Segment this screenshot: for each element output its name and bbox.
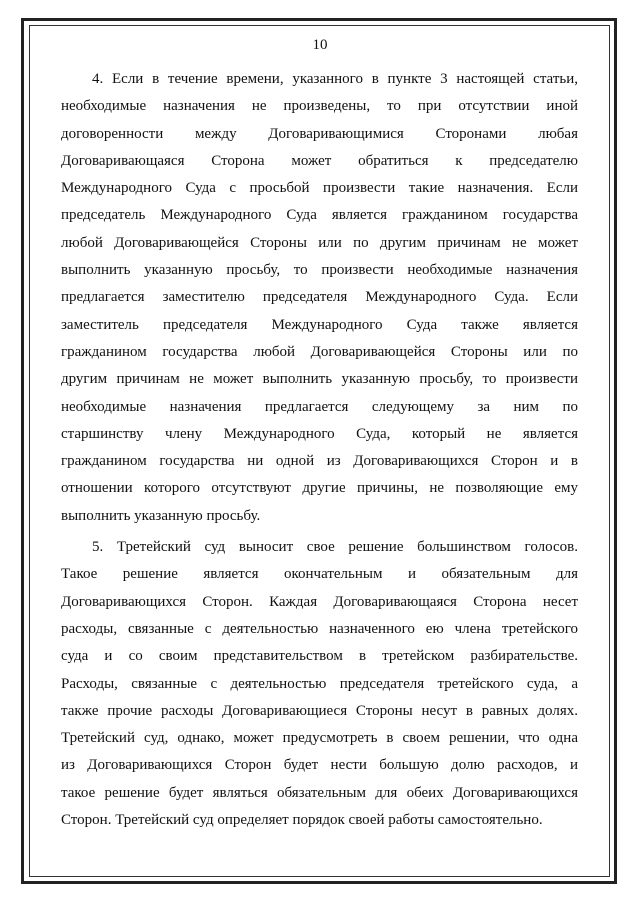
text-line: необходимые назначения не произведены, то при отсутствии иной — [61, 98, 578, 115]
text-line: выполнить указанную просьбу. — [61, 507, 261, 524]
text-line: 4. Если в течение времени, указанного в пункте 3 настоящей статьи, — [92, 71, 578, 87]
text-line: выполнить указанную просьбу, то произвести необходимые назначения — [61, 262, 578, 279]
paragraph-4 — [61, 66, 578, 530]
text-line: Расходы, связанные с деятельностью председателя третейского суда, а — [61, 675, 578, 692]
text-line: договоренности между Договаривающимися Сторонами любая — [61, 125, 578, 142]
text-line: старшинству члену Международного Суда, который не является — [61, 425, 578, 442]
text-line: необходимые назначения предлагается следующему за ним по — [61, 398, 578, 415]
text-line: расходы, связанные с деятельностью назначенного ею члена третейского — [61, 620, 578, 637]
text-line: Такое решение является окончательным и обязательным для — [61, 566, 578, 583]
document-body — [61, 66, 578, 834]
text-line: отношении которого отсутствуют другие причины, не позволяющие ему — [61, 480, 578, 497]
text-line: Сторон. Третейский суд определяет порядок своей работы самостоятельно. — [61, 812, 543, 829]
text-line: такое решение будет являться обязательным для обеих Договаривающихся — [61, 784, 578, 801]
text-line: гражданином государства любой Договаривающейся Стороны или по — [61, 343, 578, 360]
text-line: Международного Суда с просьбой произвести такие назначения. Если — [61, 180, 578, 197]
text-line: Договаривающаяся Сторона может обратиться к председателю — [61, 152, 578, 169]
text-line: заместитель председателя Международного Суда также является — [61, 316, 578, 333]
paragraph-5 — [61, 534, 578, 834]
text-line: 5. Третейский суд выносит свое решение большинством голосов. — [92, 539, 578, 556]
text-line: председатель Международного Суда является гражданином государства — [61, 207, 578, 224]
text-line: предлагается заместителю председателя Международного Суда. Если — [61, 289, 578, 306]
text-line: Договаривающихся Сторон. Каждая Договаривающаяся Сторона несет — [61, 593, 578, 610]
text-line: из Договаривающихся Сторон будет нести большую долю расходов, и — [61, 757, 578, 774]
text-line: Третейский суд, однако, может предусмотреть в своем решении, что одна — [61, 730, 578, 747]
text-line: также прочие расходы Договаривающиеся Стороны несут в равных долях. — [61, 702, 578, 719]
page-number: 10 — [312, 37, 328, 53]
text-line: любой Договаривающейся Стороны или по другим причинам не может — [61, 234, 578, 251]
text-line: суда и со своим представительством в третейском разбирательстве. — [61, 648, 578, 665]
text-line: другим причинам не может выполнить указанную просьбу, то произвести — [61, 371, 578, 388]
text-line: гражданином государства ни одной из Договаривающихся Сторон и в — [61, 453, 578, 470]
